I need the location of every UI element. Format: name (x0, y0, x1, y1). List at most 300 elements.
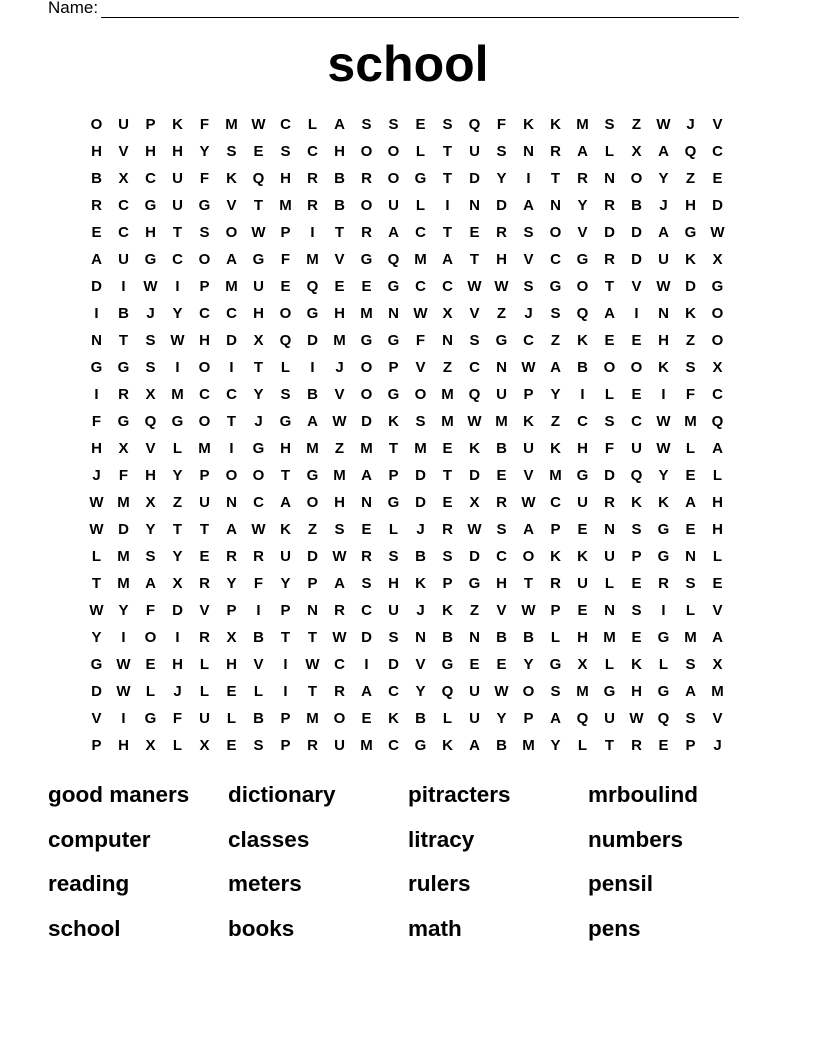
grid-letter[interactable]: A (550, 359, 561, 376)
grid-letter[interactable]: G (306, 305, 319, 322)
grid-letter[interactable]: W (656, 413, 671, 430)
grid-letter[interactable]: B (577, 359, 588, 376)
grid-letter[interactable]: G (90, 656, 103, 673)
grid-letter[interactable]: I (94, 305, 99, 322)
grid-letter[interactable]: E (415, 116, 426, 133)
grid-letter[interactable]: Q (252, 170, 265, 187)
grid-letter[interactable]: L (199, 656, 210, 673)
grid-letter[interactable]: A (91, 251, 102, 268)
grid-letter[interactable]: K (415, 575, 426, 592)
grid-letter[interactable]: Q (441, 683, 454, 700)
grid-letter[interactable]: E (361, 710, 372, 727)
grid-letter[interactable]: E (631, 332, 642, 349)
grid-letter[interactable]: U (577, 494, 588, 511)
grid-letter[interactable]: C (415, 278, 426, 295)
grid-letter[interactable]: G (387, 332, 400, 349)
grid-letter[interactable]: W (656, 440, 671, 457)
grid-letter[interactable]: G (387, 494, 400, 511)
grid-letter[interactable]: G (117, 359, 130, 376)
grid-letter[interactable]: K (388, 413, 399, 430)
grid-letter[interactable]: G (603, 683, 616, 700)
grid-letter[interactable]: S (361, 116, 372, 133)
grid-letter[interactable]: P (550, 521, 561, 538)
grid-letter[interactable]: Q (684, 143, 697, 160)
grid-letter[interactable]: I (580, 386, 585, 403)
grid-letter[interactable]: N (604, 602, 615, 619)
grid-letter[interactable]: E (496, 467, 507, 484)
grid-letter[interactable]: O (252, 467, 265, 484)
grid-letter[interactable]: P (388, 467, 399, 484)
grid-letter[interactable]: P (280, 710, 291, 727)
grid-letter[interactable]: R (307, 170, 318, 187)
grid-letter[interactable]: O (711, 305, 724, 322)
grid-letter[interactable]: G (576, 467, 589, 484)
grid-letter[interactable]: N (469, 629, 480, 646)
grid-letter[interactable]: F (604, 440, 615, 457)
grid-letter[interactable]: S (685, 710, 696, 727)
grid-letter[interactable]: T (172, 224, 183, 241)
grid-letter[interactable]: B (307, 386, 318, 403)
grid-letter[interactable]: E (658, 737, 669, 754)
grid-letter[interactable]: W (494, 683, 509, 700)
grid-letter[interactable]: Z (685, 170, 696, 187)
grid-letter[interactable]: T (91, 575, 102, 592)
grid-letter[interactable]: A (145, 575, 156, 592)
grid-letter[interactable]: T (388, 440, 399, 457)
grid-letter[interactable]: H (145, 467, 156, 484)
grid-letter[interactable]: H (226, 656, 237, 673)
grid-letter[interactable]: Q (630, 467, 643, 484)
grid-letter[interactable]: L (604, 575, 615, 592)
grid-letter[interactable]: W (494, 278, 509, 295)
grid-letter[interactable]: U (334, 737, 345, 754)
grid-letter[interactable]: X (118, 440, 129, 457)
grid-letter[interactable]: C (550, 494, 561, 511)
grid-letter[interactable]: F (199, 116, 210, 133)
grid-letter[interactable]: F (172, 710, 183, 727)
grid-letter[interactable]: O (198, 413, 211, 430)
grid-letter[interactable]: K (658, 359, 669, 376)
grid-letter[interactable]: E (199, 548, 210, 565)
grid-letter[interactable]: X (577, 656, 588, 673)
grid-letter[interactable]: J (335, 359, 344, 376)
grid-letter[interactable]: E (631, 386, 642, 403)
grid-letter[interactable]: K (577, 332, 588, 349)
grid-letter[interactable]: C (172, 251, 183, 268)
grid-letter[interactable]: R (631, 737, 642, 754)
grid-letter[interactable]: Q (387, 251, 400, 268)
grid-letter[interactable]: P (280, 224, 291, 241)
grid-letter[interactable]: I (121, 629, 126, 646)
grid-letter[interactable]: W (467, 521, 482, 538)
grid-letter[interactable]: V (415, 656, 426, 673)
grid-letter[interactable]: A (658, 143, 669, 160)
grid-letter[interactable]: V (712, 116, 723, 133)
grid-letter[interactable]: K (631, 494, 642, 511)
grid-letter[interactable]: H (91, 440, 102, 457)
grid-letter[interactable]: D (307, 548, 318, 565)
grid-letter[interactable]: O (360, 143, 373, 160)
grid-letter[interactable]: R (604, 494, 615, 511)
grid-letter[interactable]: K (550, 440, 561, 457)
grid-letter[interactable]: M (576, 116, 589, 133)
grid-letter[interactable]: M (576, 683, 589, 700)
grid-letter[interactable]: D (226, 332, 237, 349)
grid-letter[interactable]: J (173, 683, 182, 700)
grid-letter[interactable]: T (253, 197, 264, 214)
grid-letter[interactable]: E (469, 656, 480, 673)
grid-letter[interactable]: Z (172, 494, 183, 511)
grid-letter[interactable]: Q (306, 278, 319, 295)
grid-letter[interactable]: W (629, 710, 644, 727)
grid-letter[interactable]: T (307, 629, 318, 646)
grid-letter[interactable]: T (253, 359, 264, 376)
grid-letter[interactable]: I (634, 305, 639, 322)
grid-letter[interactable]: E (604, 332, 615, 349)
grid-letter[interactable]: L (550, 629, 561, 646)
grid-letter[interactable]: S (604, 116, 615, 133)
grid-letter[interactable]: U (604, 710, 615, 727)
grid-letter[interactable]: D (91, 683, 102, 700)
grid-letter[interactable]: U (496, 386, 507, 403)
grid-letter[interactable]: V (226, 197, 237, 214)
grid-letter[interactable]: D (91, 278, 102, 295)
grid-letter[interactable]: L (685, 440, 696, 457)
grid-letter[interactable]: H (334, 494, 345, 511)
grid-letter[interactable]: Z (469, 602, 480, 619)
grid-letter[interactable]: L (442, 710, 453, 727)
grid-letter[interactable]: U (604, 548, 615, 565)
grid-letter[interactable]: V (91, 710, 102, 727)
grid-letter[interactable]: M (279, 197, 292, 214)
grid-letter[interactable]: S (280, 386, 291, 403)
grid-letter[interactable]: O (711, 332, 724, 349)
grid-letter[interactable]: B (334, 170, 345, 187)
grid-letter[interactable]: C (469, 359, 480, 376)
grid-letter[interactable]: M (117, 575, 130, 592)
grid-letter[interactable]: O (333, 710, 346, 727)
grid-letter[interactable]: D (415, 467, 426, 484)
name-field[interactable] (48, 0, 739, 18)
grid-letter[interactable]: R (334, 683, 345, 700)
grid-letter[interactable]: F (91, 413, 102, 430)
grid-letter[interactable]: M (414, 440, 427, 457)
grid-letter[interactable]: T (280, 467, 291, 484)
grid-letter[interactable]: C (118, 224, 129, 241)
grid-letter[interactable]: C (253, 494, 264, 511)
grid-letter[interactable]: J (416, 602, 425, 619)
grid-letter[interactable]: I (364, 656, 369, 673)
grid-letter[interactable]: P (280, 737, 291, 754)
grid-letter[interactable]: J (659, 197, 668, 214)
grid-letter[interactable]: L (604, 143, 615, 160)
grid-letter[interactable]: W (413, 305, 428, 322)
grid-letter[interactable]: K (685, 251, 696, 268)
grid-letter[interactable]: G (144, 197, 157, 214)
grid-letter[interactable]: G (360, 251, 373, 268)
grid-letter[interactable]: V (145, 440, 156, 457)
grid-letter[interactable]: M (198, 440, 211, 457)
grid-letter[interactable]: V (199, 602, 210, 619)
grid-letter[interactable]: K (388, 710, 399, 727)
grid-letter[interactable]: Y (550, 386, 561, 403)
grid-letter[interactable]: S (469, 332, 480, 349)
grid-letter[interactable]: Y (550, 737, 561, 754)
grid-letter[interactable]: G (657, 629, 670, 646)
grid-letter[interactable]: L (172, 737, 183, 754)
grid-letter[interactable]: A (577, 143, 588, 160)
grid-letter[interactable]: Q (711, 413, 724, 430)
grid-letter[interactable]: W (89, 521, 104, 538)
grid-letter[interactable]: Y (523, 656, 534, 673)
grid-letter[interactable]: B (118, 305, 129, 322)
grid-letter[interactable]: K (442, 737, 453, 754)
grid-letter[interactable]: S (388, 629, 399, 646)
grid-letter[interactable]: T (442, 467, 453, 484)
grid-letter[interactable]: J (146, 305, 155, 322)
grid-letter[interactable]: U (253, 278, 264, 295)
grid-letter[interactable]: Q (144, 413, 157, 430)
grid-letter[interactable]: E (631, 575, 642, 592)
grid-letter[interactable]: A (307, 413, 318, 430)
grid-letter[interactable]: H (712, 521, 723, 538)
grid-letter[interactable]: M (414, 251, 427, 268)
grid-letter[interactable]: L (415, 197, 426, 214)
grid-letter[interactable]: S (442, 548, 453, 565)
grid-letter[interactable]: U (199, 710, 210, 727)
grid-letter[interactable]: I (256, 602, 261, 619)
grid-letter[interactable]: L (145, 683, 156, 700)
grid-letter[interactable]: F (253, 575, 264, 592)
grid-letter[interactable]: O (414, 386, 427, 403)
grid-letter[interactable]: U (118, 116, 129, 133)
grid-letter[interactable]: A (361, 683, 372, 700)
grid-letter[interactable]: O (603, 359, 616, 376)
grid-letter[interactable]: H (199, 332, 210, 349)
grid-letter[interactable]: I (445, 197, 450, 214)
grid-letter[interactable]: O (90, 116, 103, 133)
grid-letter[interactable]: M (360, 305, 373, 322)
grid-letter[interactable]: K (226, 170, 237, 187)
grid-letter[interactable]: S (226, 143, 237, 160)
grid-letter[interactable]: W (521, 494, 536, 511)
grid-letter[interactable]: K (280, 521, 291, 538)
grid-letter[interactable]: Q (576, 710, 589, 727)
grid-letter[interactable]: K (577, 548, 588, 565)
grid-letter[interactable]: G (468, 575, 481, 592)
name-underline[interactable] (101, 3, 739, 18)
grid-letter[interactable]: S (145, 332, 156, 349)
grid-letter[interactable]: G (414, 170, 427, 187)
grid-letter[interactable]: A (361, 467, 372, 484)
grid-letter[interactable]: W (332, 413, 347, 430)
grid-letter[interactable]: I (283, 656, 288, 673)
grid-letter[interactable]: T (604, 737, 615, 754)
grid-letter[interactable]: I (175, 629, 180, 646)
grid-letter[interactable]: S (145, 548, 156, 565)
grid-letter[interactable]: T (442, 143, 453, 160)
grid-letter[interactable]: B (91, 170, 102, 187)
grid-letter[interactable]: R (118, 386, 129, 403)
grid-letter[interactable]: S (334, 521, 345, 538)
grid-letter[interactable]: S (388, 548, 399, 565)
grid-letter[interactable]: T (307, 683, 318, 700)
grid-letter[interactable]: Z (442, 359, 453, 376)
grid-letter[interactable]: C (199, 305, 210, 322)
grid-letter[interactable]: M (306, 710, 319, 727)
grid-letter[interactable]: Y (253, 386, 264, 403)
grid-letter[interactable]: W (467, 278, 482, 295)
grid-letter[interactable]: R (577, 170, 588, 187)
grid-letter[interactable]: V (415, 359, 426, 376)
grid-letter[interactable]: U (280, 548, 291, 565)
grid-letter[interactable]: Y (280, 575, 291, 592)
grid-letter[interactable]: I (121, 710, 126, 727)
grid-letter[interactable]: H (172, 143, 183, 160)
grid-letter[interactable]: X (712, 656, 723, 673)
grid-letter[interactable]: A (469, 737, 480, 754)
grid-letter[interactable]: G (684, 224, 697, 241)
grid-letter[interactable]: N (469, 197, 480, 214)
grid-letter[interactable]: Y (226, 575, 237, 592)
grid-letter[interactable]: T (118, 332, 129, 349)
grid-letter[interactable]: M (306, 440, 319, 457)
grid-letter[interactable]: O (198, 359, 211, 376)
grid-letter[interactable]: W (251, 521, 266, 538)
grid-letter[interactable]: C (631, 413, 642, 430)
grid-letter[interactable]: L (415, 143, 426, 160)
grid-letter[interactable]: G (252, 251, 265, 268)
grid-letter[interactable]: H (280, 440, 291, 457)
grid-letter[interactable]: X (442, 305, 453, 322)
grid-letter[interactable]: R (199, 629, 210, 646)
grid-letter[interactable]: W (170, 332, 185, 349)
grid-letter[interactable]: S (685, 359, 696, 376)
grid-letter[interactable]: W (251, 224, 266, 241)
grid-letter[interactable]: B (415, 548, 426, 565)
grid-letter[interactable]: F (199, 170, 210, 187)
grid-letter[interactable]: P (199, 278, 210, 295)
grid-letter[interactable]: S (388, 116, 399, 133)
grid-letter[interactable]: B (523, 629, 534, 646)
grid-letter[interactable]: N (658, 305, 669, 322)
grid-letter[interactable]: S (685, 575, 696, 592)
grid-letter[interactable]: Z (631, 116, 642, 133)
grid-letter[interactable]: X (145, 386, 156, 403)
grid-letter[interactable]: L (199, 683, 210, 700)
grid-letter[interactable]: D (631, 251, 642, 268)
grid-letter[interactable]: R (604, 197, 615, 214)
grid-letter[interactable]: G (117, 413, 130, 430)
grid-letter[interactable]: T (469, 251, 480, 268)
grid-letter[interactable]: E (577, 521, 588, 538)
grid-letter[interactable]: K (550, 116, 561, 133)
grid-letter[interactable]: I (94, 386, 99, 403)
grid-letter[interactable]: L (307, 116, 318, 133)
grid-letter[interactable]: C (388, 737, 399, 754)
grid-letter[interactable]: L (685, 602, 696, 619)
grid-letter[interactable]: X (145, 494, 156, 511)
grid-letter[interactable]: G (387, 278, 400, 295)
grid-letter[interactable]: W (710, 224, 725, 241)
grid-letter[interactable]: D (496, 197, 507, 214)
grid-letter[interactable]: E (253, 143, 264, 160)
grid-letter[interactable]: H (172, 656, 183, 673)
grid-letter[interactable]: X (712, 359, 723, 376)
grid-letter[interactable]: E (226, 737, 237, 754)
grid-letter[interactable]: V (577, 224, 588, 241)
grid-letter[interactable]: Q (576, 305, 589, 322)
grid-letter[interactable]: P (523, 386, 534, 403)
grid-letter[interactable]: C (496, 548, 507, 565)
grid-letter[interactable]: V (469, 305, 480, 322)
grid-letter[interactable]: S (361, 575, 372, 592)
grid-letter[interactable]: Y (658, 170, 669, 187)
grid-letter[interactable]: R (253, 548, 264, 565)
grid-letter[interactable]: A (550, 710, 561, 727)
grid-letter[interactable]: S (523, 278, 534, 295)
grid-letter[interactable]: S (496, 521, 507, 538)
grid-letter[interactable]: E (334, 278, 345, 295)
grid-letter[interactable]: N (442, 332, 453, 349)
grid-letter[interactable]: D (307, 332, 318, 349)
grid-letter[interactable]: I (175, 278, 180, 295)
grid-letter[interactable]: U (172, 170, 183, 187)
grid-letter[interactable]: P (145, 116, 156, 133)
grid-letter[interactable]: G (711, 278, 724, 295)
grid-letter[interactable]: U (388, 197, 399, 214)
grid-letter[interactable]: J (524, 305, 533, 322)
grid-letter[interactable]: I (661, 386, 666, 403)
grid-letter[interactable]: Y (199, 143, 210, 160)
grid-letter[interactable]: O (306, 494, 319, 511)
grid-letter[interactable]: G (279, 413, 292, 430)
grid-letter[interactable]: X (226, 629, 237, 646)
grid-letter[interactable]: M (549, 467, 562, 484)
grid-letter[interactable]: P (388, 359, 399, 376)
grid-letter[interactable]: X (172, 575, 183, 592)
grid-letter[interactable]: H (334, 305, 345, 322)
grid-letter[interactable]: J (416, 521, 425, 538)
grid-letter[interactable]: M (117, 494, 130, 511)
grid-letter[interactable]: K (523, 116, 534, 133)
grid-letter[interactable]: H (712, 494, 723, 511)
grid-letter[interactable]: N (604, 170, 615, 187)
grid-letter[interactable]: E (361, 521, 372, 538)
grid-letter[interactable]: A (280, 494, 291, 511)
grid-letter[interactable]: F (145, 602, 156, 619)
grid-letter[interactable]: A (712, 440, 723, 457)
grid-letter[interactable]: A (388, 224, 399, 241)
grid-letter[interactable]: S (280, 143, 291, 160)
grid-letter[interactable]: R (550, 143, 561, 160)
grid-letter[interactable]: O (387, 170, 400, 187)
grid-letter[interactable]: L (226, 710, 237, 727)
grid-letter[interactable]: J (713, 737, 722, 754)
grid-letter[interactable]: H (388, 575, 399, 592)
grid-letter[interactable]: U (172, 197, 183, 214)
grid-letter[interactable]: G (657, 521, 670, 538)
grid-letter[interactable]: S (685, 656, 696, 673)
grid-letter[interactable]: S (253, 737, 264, 754)
grid-letter[interactable]: E (442, 440, 453, 457)
grid-letter[interactable]: P (550, 602, 561, 619)
grid-letter[interactable]: B (415, 710, 426, 727)
grid-letter[interactable]: E (91, 224, 102, 241)
grid-letter[interactable]: W (656, 116, 671, 133)
grid-letter[interactable]: H (496, 575, 507, 592)
grid-letter[interactable]: C (118, 197, 129, 214)
